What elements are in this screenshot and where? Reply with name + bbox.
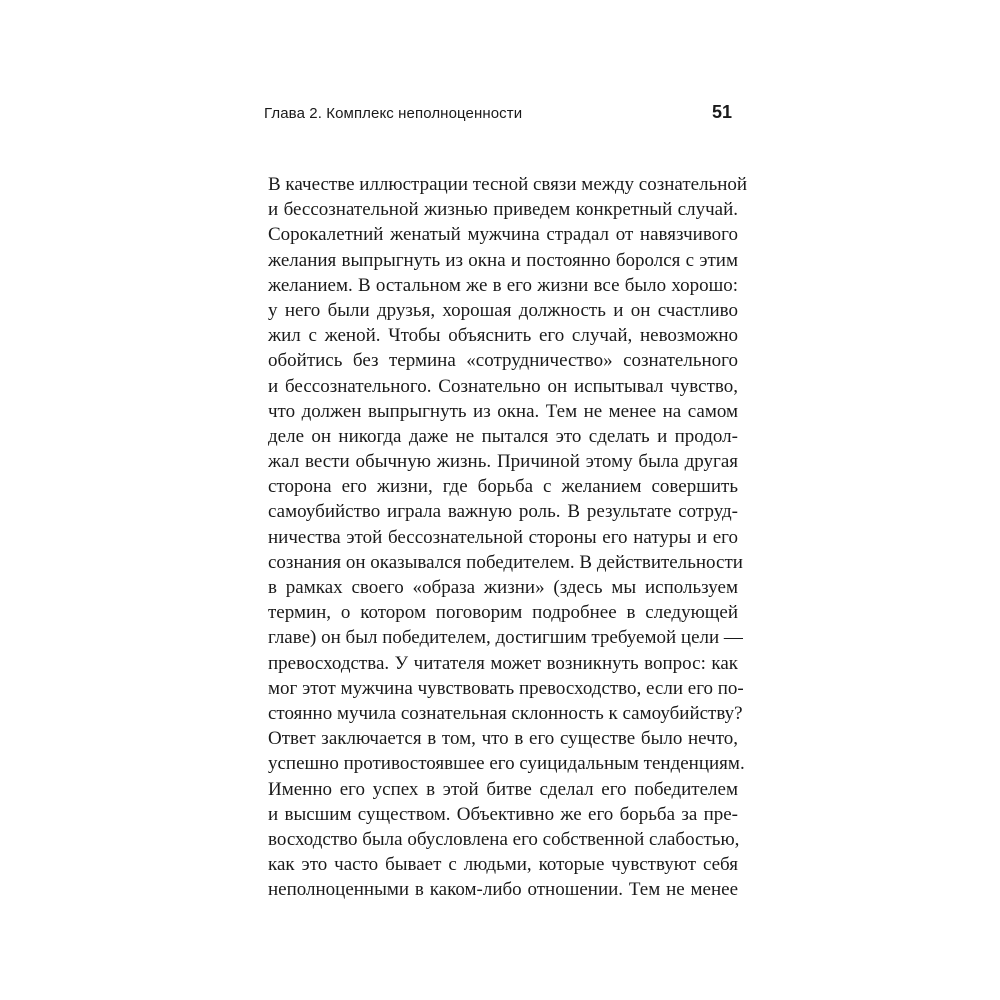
text-line: главе) он был победителем, достигшим требуемой цели — (268, 627, 743, 649)
text-line: сторона его жизни, где борьба с желанием совершить (268, 476, 738, 498)
text-line: термин, о котором поговорим подробнее в следующей (268, 602, 738, 624)
text-line: жил с женой. Чтобы объяснить его случай, невозможно (268, 325, 738, 347)
text-line: мог этот мужчина чувствовать превосходство, если его по- (268, 677, 744, 699)
text-line: в рамках своего «образа жизни» (здесь мы используем (268, 577, 738, 598)
text-line: ничества этой бессознательной стороны его натуры и его (268, 526, 738, 548)
text-line: и бессознательной жизнью приведем конкретный случай. (268, 199, 738, 221)
chapter-title: Глава 2. Комплекс неполноценности (264, 105, 523, 122)
text-line: желанием. В остальном же в его жизни все было хорошо: (268, 274, 738, 296)
text-line: как это часто бывает с людьми, которые чувствуют себя (268, 854, 738, 876)
text-line: восходство была обусловлена его собственной слабостью, (268, 828, 740, 850)
text-line: неполноценными в каком-либо отношении. Тем не менее (268, 879, 738, 901)
text-line: что должен выпрыгнуть из окна. Тем не менее на самом (268, 400, 738, 422)
text-line: успешно противостоявшее его суицидальным тенденциям. (268, 753, 745, 775)
page-number: 51 (711, 102, 732, 122)
text-line: жал вести обычную жизнь. Причиной этому была другая (268, 451, 738, 473)
text-line: и бессознательного. Сознательно он испытывал чувство, (268, 375, 738, 397)
text-line: самоубийство играла важную роль. В результате сотруд- (268, 501, 738, 523)
text-line: у него были друзья, хорошая должность и он счастливо (268, 299, 738, 321)
text-line: деле он никогда даже не пытался это сделать и продол- (268, 425, 738, 447)
text-line: Сорокалетний женатый мужчина страдал от навязчивого (268, 224, 738, 246)
text-line: превосходства. У читателя может возникнуть вопрос: как (268, 652, 738, 674)
text-line: сознания он оказывался победителем. В действительности (268, 551, 743, 573)
text-line: обойтись без термина «сотрудничество» сознательного (268, 350, 738, 372)
body-text (268, 172, 748, 902)
text-line: стоянно мучила сознательная склонность к самоубийству? (268, 702, 743, 724)
running-head (264, 102, 738, 128)
text-line: В качестве иллюстрации тесной связи между сознательной (268, 174, 748, 195)
text-line: и высшим существом. Объективно же его борьба за пре- (268, 803, 738, 825)
text-line: Именно его успех в этой битве сделал его победителем (268, 778, 738, 800)
text-line: Ответ заключается в том, что в его существе было нечто, (268, 728, 738, 750)
text-line: желания выпрыгнуть из окна и постоянно боролся с этим (268, 249, 738, 271)
